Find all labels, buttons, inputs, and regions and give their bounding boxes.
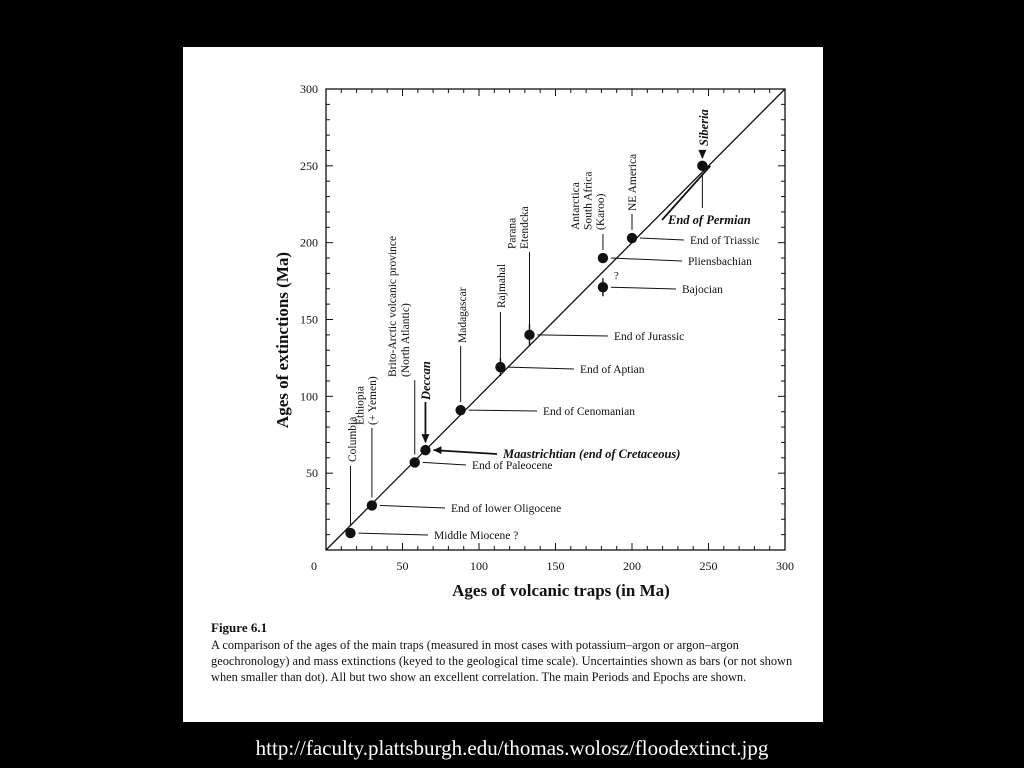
extinction-leader [537, 335, 608, 336]
extinction-label: End of lower Oligocene [451, 503, 562, 515]
extinction-leader [358, 533, 428, 535]
extinction-leader [640, 238, 684, 240]
y-tick-label: 150 [300, 312, 318, 327]
trap-arrowhead [698, 150, 706, 159]
x-tick-label: 200 [623, 559, 641, 573]
extinction-label: Maastrichtian (end of Cretaceous) [503, 447, 681, 461]
extinction-label: End of Permian [668, 213, 751, 227]
extinction-label: End of Aptian [580, 364, 645, 376]
extinction-label: Middle Miocene ? [434, 530, 519, 542]
data-point [495, 362, 505, 372]
data-point [627, 233, 637, 243]
extinction-leader [469, 410, 537, 411]
y-tick-label: 250 [300, 158, 318, 173]
trap-label-group [419, 361, 433, 401]
source-url: http://faculty.plattsburgh.edu/thomas.wolosz/floodextinct.jpg [255, 736, 769, 760]
trap-label: Madagascar [457, 287, 469, 343]
trap-label-group [355, 376, 380, 425]
trap-label: Ethiopia [354, 386, 367, 425]
trap-label: Rajmahal [496, 263, 508, 308]
trap-label: (North Atlantic) [400, 303, 412, 377]
extinction-leader [662, 166, 710, 220]
y-axis-label: Ages of extinctions (Ma) [273, 251, 292, 429]
trap-label-group [507, 206, 532, 249]
extinction-label: Pliensbachian [688, 256, 752, 268]
data-point [367, 500, 377, 510]
extinction-leader [433, 450, 497, 454]
x-tick-label: 250 [699, 559, 718, 573]
data-point [598, 282, 608, 292]
caption-body: A comparison of the ages of the main traps (measured in most cases with potassium–argon or argon–argon geochronology) and mass extinctions (keyed to the geological time scale). Uncertainties shown as bars (or not shown when smaller than dot). All but two show an excellent correlation. The main Periods and Epochs are shown. [211, 638, 793, 684]
trap-label-group [387, 236, 412, 377]
x-axis-label: Ages of volcanic traps (in Ma) [452, 581, 670, 600]
x-tick-label: 100 [470, 559, 488, 573]
trap-label: Siberia [697, 109, 711, 146]
data-point [455, 405, 465, 415]
extinction-arrowhead [433, 446, 441, 454]
trap-label: (Karoo) [595, 193, 607, 230]
extinction-leader [423, 462, 466, 465]
x-tick-label: 150 [546, 559, 565, 573]
x-tick-label: 300 [776, 559, 794, 573]
trap-label: Etendcka [519, 206, 531, 249]
data-point [410, 457, 420, 467]
x-tick-label: 50 [396, 559, 409, 573]
extinction-label: End of Paleocene [472, 460, 553, 472]
trap-label-group [457, 287, 469, 343]
chart-marks [326, 89, 785, 550]
extinction-label: End of Cenomanian [543, 406, 635, 418]
data-point [598, 253, 608, 263]
x-tick-label: 0 [311, 559, 317, 573]
data-point [420, 445, 430, 455]
trap-arrowhead [421, 434, 429, 443]
extinction-label: End of Triassic [690, 235, 760, 247]
trap-label: (+ Yemen) [367, 376, 379, 425]
y-tick-label: 50 [306, 466, 318, 481]
data-point [345, 528, 355, 538]
trap-label-group [496, 264, 508, 308]
y-tick-label: 100 [300, 389, 318, 404]
trap-label-group [627, 154, 639, 211]
figure-caption [211, 620, 811, 685]
extinction-leader [380, 505, 445, 508]
trap-label-group [570, 172, 607, 230]
extinction-leader [611, 287, 676, 289]
extinction-leader [611, 258, 682, 261]
trap-label: Columbia [347, 416, 359, 462]
trap-label: Brito-Arctic volcanic province [387, 235, 399, 377]
trap-label: Antarctica [570, 182, 582, 230]
trap-label: NE America [627, 153, 639, 211]
trap-label: Deccan [419, 361, 433, 400]
y-tick-label: 200 [300, 235, 318, 250]
extinction-label: Bajocian [682, 284, 723, 296]
point-annotation: ? [613, 270, 619, 283]
trap-label: South Africa [582, 171, 595, 230]
trap-label-group [697, 109, 711, 146]
extinction-label: End of Jurassic [614, 331, 685, 343]
trap-label: Parana [506, 217, 519, 249]
data-point [524, 330, 534, 340]
extinction-leader [508, 367, 574, 369]
y-tick-label: 300 [300, 82, 318, 96]
caption-title: Figure 6.1 [211, 620, 268, 635]
